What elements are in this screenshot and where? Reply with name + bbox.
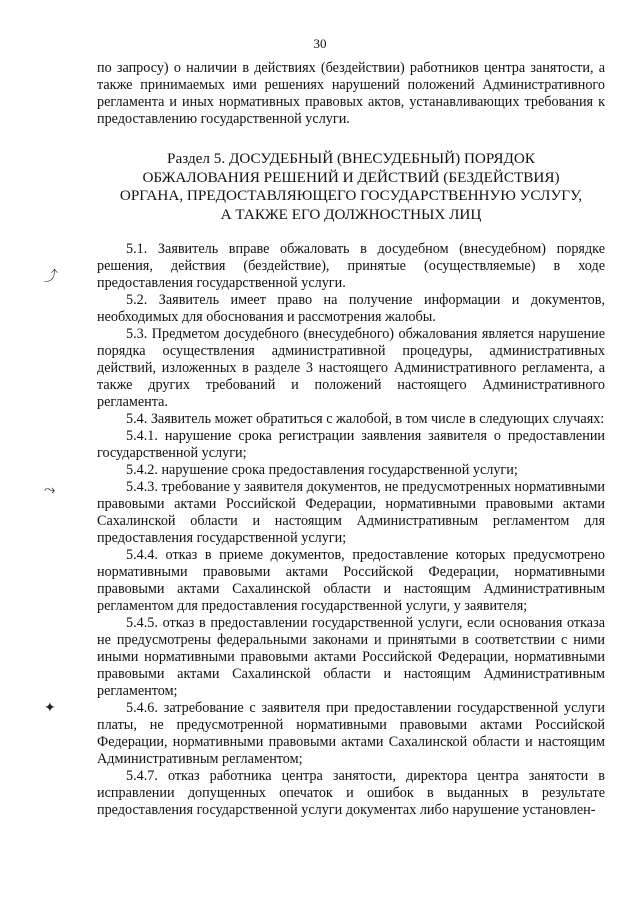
- section-heading-line: А ТАКЖЕ ЕГО ДОЛЖНОСТНЫХ ЛИЦ: [220, 205, 482, 223]
- paragraph-5-4-4: 5.4.4. отказ в приеме документов, предоставление которых предусмотрено нормативными правовыми актами Российской Федерации, нормативными правовыми актами Сахалинской области и настоящим Административным регламентом для предоставления государственной услуги, у заявителя;: [97, 547, 605, 614]
- paragraph-5-1: 5.1. Заявитель вправе обжаловать в досудебном (внесудебном) порядке решения, действия (бездействие), принятые (осуществляемые) в ходе предоставления государственной услуги.: [97, 241, 605, 291]
- paragraph-5-4-2: 5.4.2. нарушение срока предоставления государственной услуги;: [126, 462, 518, 478]
- paragraph-5-4-1: 5.4.1. нарушение срока регистрации заявления заявителя о предоставлении государственной услуги;: [97, 428, 605, 461]
- paragraph-5-4-7: 5.4.7. отказ работника центра занятости, директора центра занятости в исправлении допущенных опечаток и ошибок в выданных в результате предоставления государственной услуги документах либо нарушение установлен-: [97, 768, 605, 818]
- margin-mark-3: ✦: [44, 700, 56, 716]
- section-heading-line: ОБЖАЛОВАНИЯ РЕШЕНИЙ И ДЕЙСТВИЙ (БЕЗДЕЙСТВИЯ): [142, 168, 560, 186]
- paragraph-5-4-3: 5.4.3. требование у заявителя документов, не предусмотренных нормативными правовыми актами Российской Федерации, нормативными правовыми актами Сахалинской области и настоящим Административным регламентом для предоставления государственной услуги;: [97, 479, 605, 546]
- section-heading: [97, 150, 605, 224]
- document-body: [97, 60, 605, 819]
- paragraph-5-3: 5.3. Предметом досудебного (внесудебного) обжалования является нарушение порядка осуществления административной процедуры, административных действий, изложенных в разделе 3 настоящего Административного регламента, а также других требований и положений настоящего Административного регламента.: [97, 326, 605, 410]
- paragraph-5-4-6: 5.4.6. затребование с заявителя при предоставлении государственной услуги платы, не предусмотренной нормативными правовыми актами Российской Федерации, нормативными правовыми актами Сахалинской области и настоящим Административным регламентом;: [97, 700, 605, 767]
- section-heading-line: Раздел 5. ДОСУДЕБНЫЙ (ВНЕСУДЕБНЫЙ) ПОРЯДОК: [167, 150, 535, 167]
- paragraph-5-2: 5.2. Заявитель имеет право на получение информации и документов, необходимых для обоснования и рассмотрения жалобы.: [97, 292, 605, 325]
- paragraph-5-4: 5.4. Заявитель может обратиться с жалобой, в том числе в следующих случаях:: [126, 411, 605, 427]
- page-number: 30: [313, 36, 327, 51]
- paragraph-5-4-5: 5.4.5. отказ в предоставлении государственной услуги, если основания отказа не предусмотрены федеральными законами и принятыми в соответствии с ними иными нормативными правовыми актами Российской Федерации, нормативными правовыми актами Сахалинской области и настоящим Административным регламентом;: [97, 615, 605, 699]
- margin-mark-1: ⤴: [44, 269, 58, 285]
- section-heading-line: ОРГАНА, ПРЕДОСТАВЛЯЮЩЕГО ГОСУДАРСТВЕННУЮ УСЛУГУ,: [119, 187, 583, 204]
- margin-mark-2: ⤳: [44, 482, 56, 498]
- intro-paragraph: по запросу) о наличии в действиях (бездействии) работников центра занятости, а также принимаемых ими решениях нарушений положений Административного регламента и иных нормативных правовых актов, устанавливающих требования к предоставлению государственной услуги.: [97, 60, 605, 127]
